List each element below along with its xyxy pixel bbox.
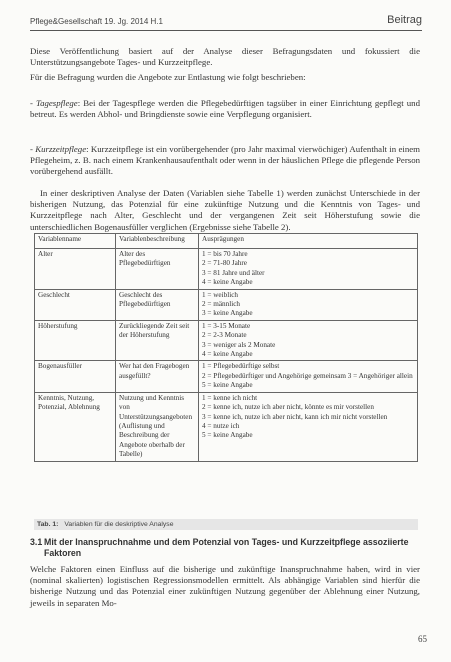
value-option: 1 = 3-15 Monate [202,321,251,330]
variable-values-cell [199,392,418,461]
definitions-lead-paragraph: Für die Befragung wurden die Angebote zur Entlastung wie folgt beschrieben: [30,72,306,82]
journal-citation: Pflege&Gesellschaft 19. Jg. 2014 H.1 [30,17,163,26]
section-heading [30,537,420,559]
caption-text: Variablen für die deskriptive Analyse [64,521,174,528]
bullet-dash: - [30,98,36,108]
value-option: 3 = weniger als 2 Monate [202,340,276,349]
value-option: 4 = keine Angabe [202,278,253,287]
value-option: 1 = weiblich [202,290,238,299]
variable-description-cell: Geschlecht des Pflegebedürftigen [116,289,199,320]
variable-values-cell [199,249,418,290]
table-header-row [35,234,418,249]
value-option: 4 = nutze ich [202,421,240,430]
variable-name-cell: Alter [35,249,116,290]
table-caption [34,519,418,530]
section-label: Beitrag [387,14,422,26]
value-option: 5 = keine Angabe [202,381,253,390]
value-option: 3 = kenne ich, nutze ich aber nicht, kann ich mir nicht vorstellen [202,412,388,421]
table-row [35,392,418,461]
value-option: 2 = männlich [202,300,240,309]
variable-description-cell: Alter des Pflegebedürftigen [116,249,199,290]
heading-number: 3.1 [30,537,43,547]
table-row [35,289,418,320]
value-option: 3 = keine Angabe [202,309,253,318]
bullet-tagespflege [30,98,420,120]
value-option: 2 = kenne ich, nutze ich aber nicht, könnte es mir vorstellen [202,403,374,412]
value-option: 2 = 71-80 Jahre [202,259,247,268]
bullet-text: : Kurzzeitpflege ist ein vorübergehender (pro Jahr maximal vierwöchiger) Aufenthalt in einem Pflegeheim, z. B. nach einem Krankenhausaufenthalt oder wenn in der häuslichen Pflege die pflegende Person vorübergehend ausfällt. [30,144,420,177]
value-option: 4 = keine Angabe [202,350,253,359]
value-option: 1 = Pflegebedürftige selbst [202,362,280,371]
variable-values-cell [199,361,418,392]
bullet-term: Tagespflege [36,98,78,108]
bullet-text: : Bei der Tagespflege werden die Pflegebedürftigen tagsüber in einer Einrichtung gepflegt und betreut. Es werden Abhol- und Bringdienste sowie eine Verpflegung organisiert. [30,98,420,120]
value-option: 1 = bis 70 Jahre [202,250,248,258]
analysis-paragraph: In einer deskriptiven Analyse der Daten (Variablen siehe Tabelle 1) werden zunächst Unterschiede in der bisherigen Nutzung, das Potenzial für eine zukünftige Nutzung und die Kenntnis von Tages- und Kurzzeitpflege nach Alter, Geschlecht und der vergangenen Zeit seit Höherstufung sowie die unterschiedlichen Bogenausfüller verglichen (Ergebnisse siehe Tabelle 2). [30,188,420,232]
variables-table [34,233,418,462]
regression-paragraph: Welche Faktoren einen Einfluss auf die bisherige und zukünftige Inanspruchnahme haben, wird in vier (nominal skalierten) logistischen Regressionsmodellen ermittelt. Als abhängige Variablen sind hierfür die bisherige Nutzung und das Potenzial einer zukünftigen Nutzung gegenüber der Ablehnung einer Nutzung, jeweils in separaten Mo- [30,564,420,608]
variable-values-cell [199,289,418,320]
table-body [35,249,418,462]
bullet-kurzzeitpflege [30,144,420,178]
variable-description-cell: Wer hat den Fragebogen ausgefüllt? [116,361,199,392]
table-row [35,249,418,290]
variable-values-cell [199,320,418,361]
intro-paragraph: Diese Veröffentlichung basiert auf der Analyse dieser Befragungsdaten und fokussiert die Unterstützungsangebote Tages- und Kurzzeitpflege. [30,46,420,68]
variable-name-cell: Bogenausfüller [35,361,116,392]
value-option: 2 = 2-3 Monate [202,331,247,340]
value-option: 5 = keine Angabe [202,431,253,440]
running-header [30,14,422,31]
variable-name-cell: Höherstufung [35,320,116,361]
value-option: 3 = 81 Jahre und älter [202,268,265,277]
variable-name-cell: Kenntnis, Nutzung, Potenzial, Ablehnung [35,392,116,461]
bullet-dash: - [30,144,36,154]
variable-description-cell: Nutzung und Kenntnis von Unterstützungsangeboten (Auflistung und Beschreibung der Angebote oberhalb der Tabelle) [116,392,199,461]
value-option: 1 = kenne ich nicht [202,393,258,402]
table-header-cell: Ausprägungen [199,234,418,249]
page-number: 65 [418,634,427,644]
caption-label: Tab. 1: [37,521,59,528]
value-option: 2 = Pflegebedürftiger und Angehörige gemeinsam 3 = Angehöriger allein [202,371,413,380]
variable-description-cell: Zurückliegende Zeit seit der Höherstufung [116,320,199,361]
table-row [35,320,418,361]
table-header-cell: Variablenbeschreibung [116,234,199,249]
variable-name-cell: Geschlecht [35,289,116,320]
bullet-term: Kurzzeitpflege [35,144,87,154]
heading-text: Mit der Inanspruchnahme und dem Potenzial von Tages- und Kurzzeitpflege assoziierte Faktoren [44,537,409,558]
table-header-cell: Variablenname [35,234,116,249]
table-row [35,361,418,392]
